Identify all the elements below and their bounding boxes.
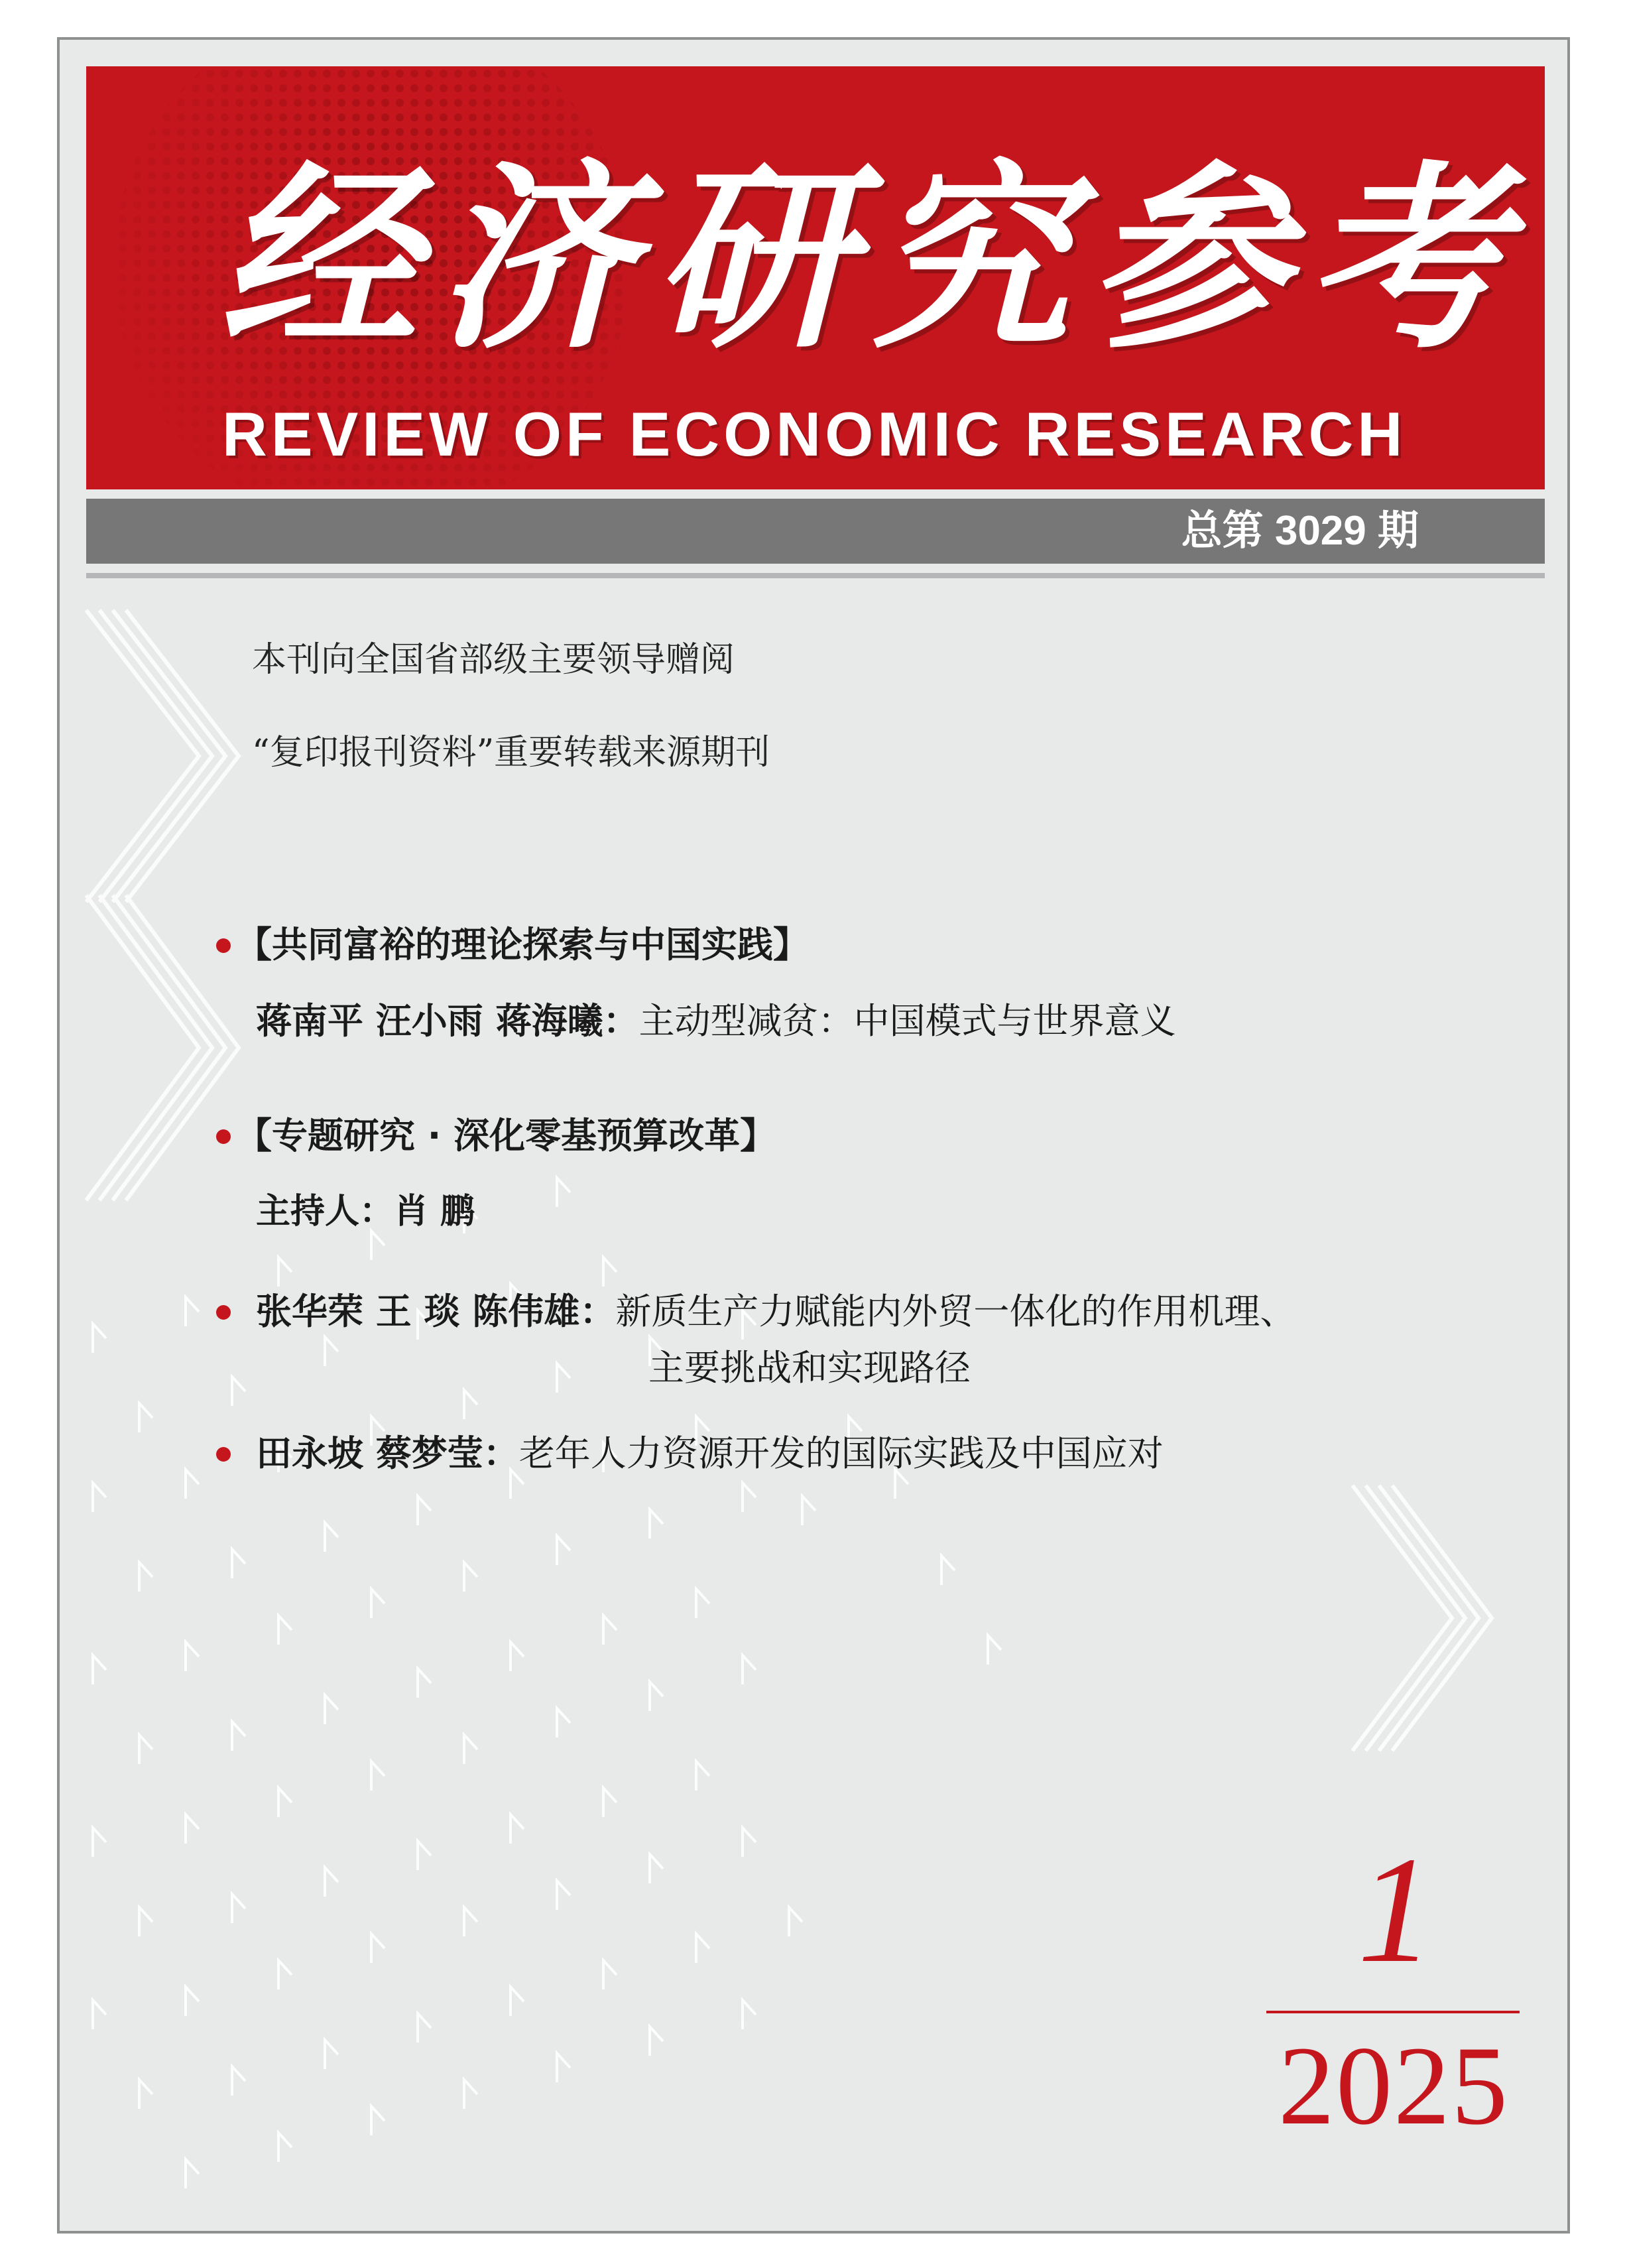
- article-4-authors: 田永坡 蔡梦莹：: [256, 1432, 519, 1474]
- article-3-authors: 张华荣 王 琰 陈伟雄：: [256, 1291, 616, 1332]
- issue-bar: [86, 499, 1545, 564]
- section-heading-zero-based-budget: 【专题研究 · 深化零基预算改革】: [236, 1115, 776, 1157]
- article-1-title: 主动型减贫：中国模式与世界意义: [638, 1000, 1176, 1042]
- issue-divider: [1266, 2011, 1520, 2013]
- bullet-dot: [216, 1447, 231, 1462]
- journal-title-english: REVIEW OF ECONOMIC RESEARCH: [222, 399, 1407, 469]
- issue-year: 2025: [1278, 2023, 1509, 2148]
- article-3-title-line1: 新质生产力赋能内外贸一体化的作用机理、: [615, 1291, 1296, 1332]
- journal-title-chinese: 经济研究参考: [219, 141, 1524, 375]
- masthead-banner: [86, 66, 1545, 489]
- section-heading-common-prosperity: 【共同富裕的理论探索与中国实践】: [236, 924, 809, 966]
- article-3-title-line2: 主要挑战和实现路径: [648, 1347, 971, 1389]
- bullet-dot: [216, 1129, 231, 1144]
- section-host: 主持人：肖 鹏: [256, 1191, 475, 1231]
- bullet-dot: [216, 1305, 231, 1320]
- article-1-authors: 蒋南平 汪小雨 蒋海曦：: [256, 1000, 639, 1042]
- issue-number: 1: [1357, 1825, 1434, 1994]
- journal-cover: [57, 37, 1570, 2234]
- bullet-dot: [216, 938, 231, 953]
- article-3: [256, 1289, 1296, 1335]
- article-1: [256, 998, 1176, 1044]
- divider: [86, 573, 1545, 578]
- total-issue-number: 总第 3029 期: [1181, 508, 1419, 554]
- article-4-title: 老年人力资源开发的国际实践及中国应对: [518, 1432, 1164, 1474]
- reprint-note: “复印报刊资料”重要转载来源期刊: [252, 733, 770, 773]
- distribution-note: 本刊向全国省部级主要领导赠阅: [252, 640, 735, 680]
- article-4: [256, 1430, 1164, 1477]
